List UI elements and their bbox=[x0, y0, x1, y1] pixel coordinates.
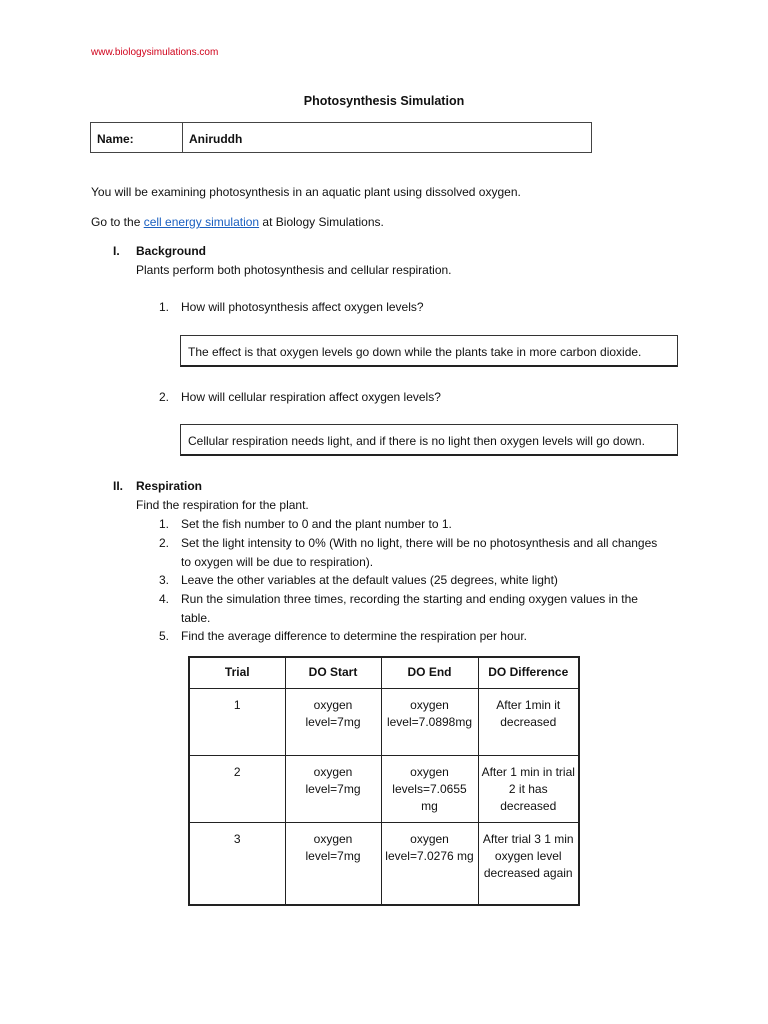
table-row bbox=[189, 822, 579, 905]
question-1-number: 1. bbox=[159, 300, 170, 314]
site-url[interactable]: www.biologysimulations.com bbox=[91, 47, 219, 58]
trial-cell[interactable]: 2 bbox=[189, 755, 285, 822]
section-2-number: II. bbox=[113, 479, 124, 493]
answer-2-box[interactable]: Cellular respiration needs light, and if there is no light then oxygen levels will go down. bbox=[180, 424, 678, 456]
section-1-title: Background bbox=[136, 244, 207, 258]
step-5 bbox=[159, 627, 669, 646]
do-start-cell[interactable]: oxygen level=7mg bbox=[285, 688, 381, 755]
step-1-number: 1. bbox=[159, 517, 170, 531]
do-end-cell[interactable]: oxygen level=7.0276 mg bbox=[381, 822, 478, 905]
table-row bbox=[189, 755, 579, 822]
header-do-end: DO End bbox=[381, 657, 478, 688]
name-label: Name: bbox=[91, 123, 183, 152]
step-2 bbox=[159, 534, 669, 571]
step-5-number: 5. bbox=[159, 629, 170, 643]
question-1-text: How will photosynthesis affect oxygen levels? bbox=[181, 300, 424, 314]
trial-cell[interactable]: 3 bbox=[189, 822, 285, 905]
cell-energy-simulation-link[interactable]: cell energy simulation bbox=[143, 215, 260, 229]
respiration-data-table bbox=[188, 656, 580, 906]
step-2-text: Set the light intensity to 0% (With no light, there will be no photosynthesis and all changes to oxygen will be due to respiration). bbox=[181, 536, 658, 569]
step-1 bbox=[159, 515, 669, 534]
section-1-intro: Plants perform both photosynthesis and cellular respiration. bbox=[136, 263, 452, 277]
page-title: Photosynthesis Simulation bbox=[303, 94, 465, 108]
step-2-number: 2. bbox=[159, 536, 170, 550]
section-2-title: Respiration bbox=[136, 479, 203, 493]
table-row bbox=[189, 688, 579, 755]
do-start-cell[interactable]: oxygen level=7mg bbox=[285, 822, 381, 905]
question-2-text: How will cellular respiration affect oxygen levels? bbox=[181, 390, 441, 404]
step-4 bbox=[159, 590, 669, 627]
section-1-number: I. bbox=[113, 244, 120, 258]
header-trial: Trial bbox=[189, 657, 285, 688]
do-start-cell[interactable]: oxygen level=7mg bbox=[285, 755, 381, 822]
step-3-text: Leave the other variables at the default values (25 degrees, white light) bbox=[181, 573, 558, 587]
do-difference-cell[interactable]: After trial 3 1 min oxygen level decreased again bbox=[478, 822, 579, 905]
step-3-number: 3. bbox=[159, 573, 170, 587]
do-end-cell[interactable]: oxygen levels=7.0655 mg bbox=[381, 755, 478, 822]
header-do-start: DO Start bbox=[285, 657, 381, 688]
do-difference-cell[interactable]: After 1 min in trial 2 it has decreased bbox=[478, 755, 579, 822]
step-1-text: Set the fish number to 0 and the plant number to 1. bbox=[181, 517, 452, 531]
question-2-number: 2. bbox=[159, 390, 170, 404]
intro-paragraph: You will be examining photosynthesis in an aquatic plant using dissolved oxygen. bbox=[91, 185, 521, 199]
answer-1-box[interactable]: The effect is that oxygen levels go down while the plants take in more carbon dioxide. bbox=[180, 335, 678, 367]
do-difference-cell[interactable]: After 1min it decreased bbox=[478, 688, 579, 755]
instruction-suffix: at Biology Simulations. bbox=[259, 215, 384, 229]
step-4-number: 4. bbox=[159, 592, 170, 606]
step-3 bbox=[159, 571, 669, 590]
trial-cell[interactable]: 1 bbox=[189, 688, 285, 755]
instruction-paragraph bbox=[91, 215, 384, 229]
step-5-text: Find the average difference to determine the respiration per hour. bbox=[181, 629, 527, 643]
name-box bbox=[90, 122, 592, 153]
instruction-prefix: Go to the bbox=[91, 215, 144, 229]
section-2-intro: Find the respiration for the plant. bbox=[136, 498, 309, 512]
header-do-difference: DO Difference bbox=[478, 657, 579, 688]
table-header-row bbox=[189, 657, 579, 688]
name-value[interactable]: Aniruddh bbox=[189, 132, 243, 146]
do-end-cell[interactable]: oxygen level=7.0898mg bbox=[381, 688, 478, 755]
step-4-text: Run the simulation three times, recording the starting and ending oxygen values in the table. bbox=[181, 592, 638, 625]
